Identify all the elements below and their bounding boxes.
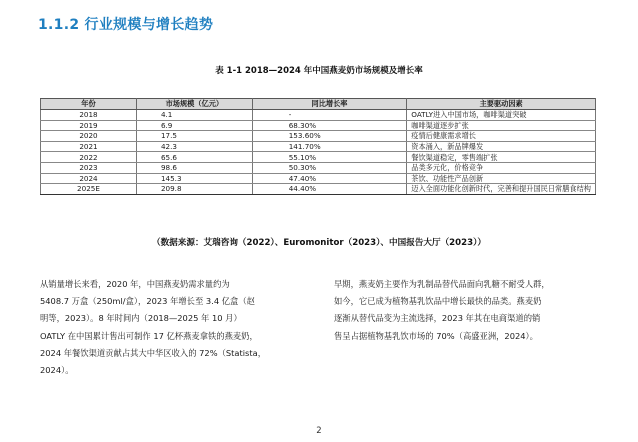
- table-row: [41, 110, 596, 121]
- data-source-note: （数据来源：艾瑞咨询（2022）、Euromonitor（2023）、中国报告大厅（2023））: [151, 238, 486, 248]
- section-heading: 1.1.2 行业规模与增长趋势: [38, 17, 214, 33]
- cell-year: 2018: [41, 110, 137, 121]
- cell-driver: 茶饮、功能性产品创新: [407, 173, 596, 184]
- paragraph-line: 售呈占据植物基乳饮市场的 70%（高盛亚洲，2024）。: [334, 330, 538, 341]
- paragraph-line: 明等，2023）。8 年时间内（2018—2025 年 10 月）: [40, 313, 242, 324]
- table-row: [41, 162, 596, 173]
- table-row: [41, 141, 596, 152]
- table-row: [41, 120, 596, 131]
- paragraph-line: 2024 年餐饮渠道贡献占其大中华区收入的 72%（Statista，: [40, 347, 266, 358]
- cell-driver: 疫情后健康需求增长: [407, 131, 596, 142]
- cell-growth-rate: 141.70%: [252, 141, 407, 152]
- cell-growth-rate: -: [252, 110, 407, 121]
- table-row: [41, 131, 596, 142]
- cell-growth-rate: 55.10%: [252, 152, 407, 163]
- right-column-text: [334, 276, 596, 345]
- cell-market-size: 17.5: [136, 131, 252, 142]
- cell-year: 2019: [41, 120, 137, 131]
- paragraph-line: 从销量增长来看，2020 年，中国燕麦奶需求量约为: [40, 279, 230, 289]
- table-row: [41, 152, 596, 163]
- table-row: [41, 184, 596, 195]
- header-growth-rate: 同比增长率: [252, 99, 407, 110]
- paragraph-line: 2024）。: [40, 365, 74, 376]
- header-market-size: 市场规模（亿元）: [136, 99, 252, 110]
- cell-growth-rate: 44.40%: [252, 184, 407, 195]
- table-row: [41, 173, 596, 184]
- table-caption: 表 1-1 2018—2024 年中国燕麦奶市场规模及增长率: [215, 66, 423, 76]
- header-year: 年份: [41, 99, 137, 110]
- market-size-table: [40, 98, 596, 195]
- cell-year: 2021: [41, 141, 137, 152]
- paragraph-line: 如今，它已成为植物基乳饮品中增长最快的品类。燕麦奶: [334, 296, 542, 307]
- page-number: 2: [316, 426, 322, 436]
- cell-year: 2020: [41, 131, 137, 142]
- cell-driver: 迈入全面功能化创新时代，完善和提升国民日常膳食结构: [407, 184, 596, 195]
- cell-year: 2025E: [41, 184, 137, 195]
- cell-year: 2022: [41, 152, 137, 163]
- cell-driver: 餐饮渠道稳定，零售端扩张: [407, 152, 596, 163]
- cell-driver: 资本涌入，新品牌爆发: [407, 141, 596, 152]
- paragraph-line: 早期，燕麦奶主要作为乳制品替代品面向乳糖不耐受人群，: [334, 279, 550, 289]
- cell-market-size: 4.1: [136, 110, 252, 121]
- cell-driver: OATLY进入中国市场，咖啡渠道突破: [407, 110, 596, 121]
- table-header-row: [41, 99, 596, 110]
- paragraph-line: 逐渐从替代品变为主流选择，2023 年其在电商渠道的销: [334, 313, 541, 324]
- cell-driver: 品类多元化，价格竞争: [407, 162, 596, 173]
- cell-market-size: 42.3: [136, 141, 252, 152]
- paragraph-line: OATLY 在中国累计售出可制作 17 亿杯燕麦拿铁的燕麦奶，: [40, 330, 258, 341]
- cell-market-size: 98.6: [136, 162, 252, 173]
- cell-year: 2024: [41, 173, 137, 184]
- cell-year: 2023: [41, 162, 137, 173]
- cell-market-size: 209.8: [136, 184, 252, 195]
- cell-market-size: 6.9: [136, 120, 252, 131]
- paragraph-line: 5408.7 万盒（250ml/盒），2023 年增长至 3.4 亿盒（赵: [40, 296, 255, 307]
- header-drivers: 主要驱动因素: [407, 99, 596, 110]
- cell-market-size: 65.6: [136, 152, 252, 163]
- cell-growth-rate: 47.40%: [252, 173, 407, 184]
- cell-growth-rate: 68.30%: [252, 120, 407, 131]
- cell-driver: 咖啡渠道逐步扩张: [407, 120, 596, 131]
- cell-growth-rate: 50.30%: [252, 162, 407, 173]
- cell-market-size: 145.3: [136, 173, 252, 184]
- cell-growth-rate: 153.60%: [252, 131, 407, 142]
- left-column-text: [40, 276, 302, 379]
